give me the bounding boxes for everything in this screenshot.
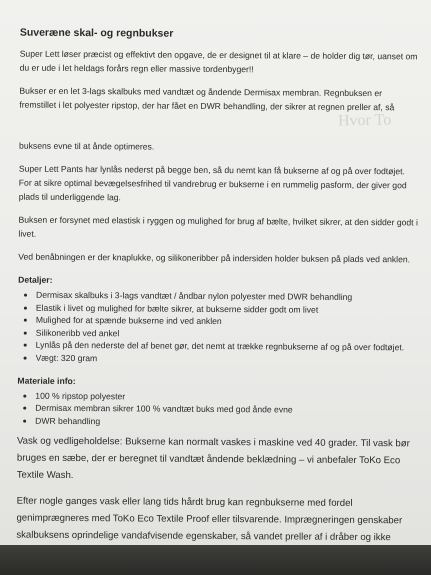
paragraph-zipper-fit: Super Lett Pants har lynlås nederst på begge ben, så du nemt kan få bukserne af og på over fodtøjet. For at sikre optimal bevægelsesfrihed til vandrebrug er bukserne i en rummelig pasform, der giver god plads til underliggende lag.: [18, 163, 407, 203]
list-item: • Mulighed for at spænde bukserne ind ved anklen: [36, 314, 418, 329]
list-item: • Dermisax skalbuks i 3-lags vandtæt / åndbar nylon polyester med DWR behandling: [36, 289, 418, 304]
desk-surface: [0, 545, 431, 575]
material-heading: Materiale info:: [17, 375, 76, 386]
material-list: [17, 389, 417, 430]
list-item: • Lynlås på den nederste del af benet gør, det nemt at trække regnbukserne af og på over fodtøjet.: [36, 339, 418, 354]
list-item: • Elastik i livet og mulighed for bælte sikrer, at bukserne sidder godt om livet: [36, 301, 418, 316]
paragraph-washing: Vask og vedligeholdelse: Bukserne kan normalt vaskes i maskine ved 40 grader. Til vask bør bruges en sæbe, der er beregnet til vandtæt åndende beklædning – vi anbefaler ToKo Eco Textile Wash.: [16, 435, 410, 482]
paragraph-breathability: buksens evne til at ånde optimeres.: [19, 140, 155, 152]
paragraph-intro: Super Lett løser præcist og effektivt den opgave, de er designet til at klare – de holder dig tør, uanset om du er ude i let heldags forårs regn eller massive tordenbyger!!: [19, 48, 418, 75]
list-item: • Silikoneribb ved ankel: [36, 327, 418, 342]
paragraph-elastic-belt: Buksen er forsynet med elastisk i ryggen og mulighed for brug af bælte, hvilket sikrer, at den sidder godt i livet.: [18, 214, 418, 239]
details-heading: Detaljer:: [18, 274, 53, 285]
document-body: [16, 27, 420, 573]
details-list: [18, 289, 419, 367]
list-item: • Dermisax membran sikrer 100 % vandtæt buks med god ånde evne: [35, 402, 417, 417]
paragraph-ankle: Ved benåbningen er der knaplukke, og silikoneribber på indersiden holder buksen på plads ved anklen.: [18, 251, 411, 265]
page-title: Suveræne skal- og regnbukser: [19, 26, 174, 40]
list-item: • Vægt: 320 gram: [36, 352, 418, 367]
list-item: • 100 % ripstop polyester: [35, 389, 417, 404]
paragraph-reproofing: Efter nogle ganges vask eller lang tids hårdt brug kan regnbukserne med fordel genimprægneres med ToKo Eco Textile Proof eller tilsvarende. Imprægneringen genskaber skalbuksens oprindelige vandafvisende egenskaber, så vandet preller af i dråber og ikke: [16, 495, 403, 544]
list-item: • DWR behandling: [35, 414, 417, 429]
paragraph-material-description: Bukser er en let 3-lags skalbuks med vandtæt og åndende Dermisax membran. Regnbuksen er fremstillet i let polyester ripstop, der har fået en DWR behandling, der sikrer at regnen preller af, så: [19, 85, 395, 113]
show-through-text: Hvor To: [337, 111, 392, 130]
